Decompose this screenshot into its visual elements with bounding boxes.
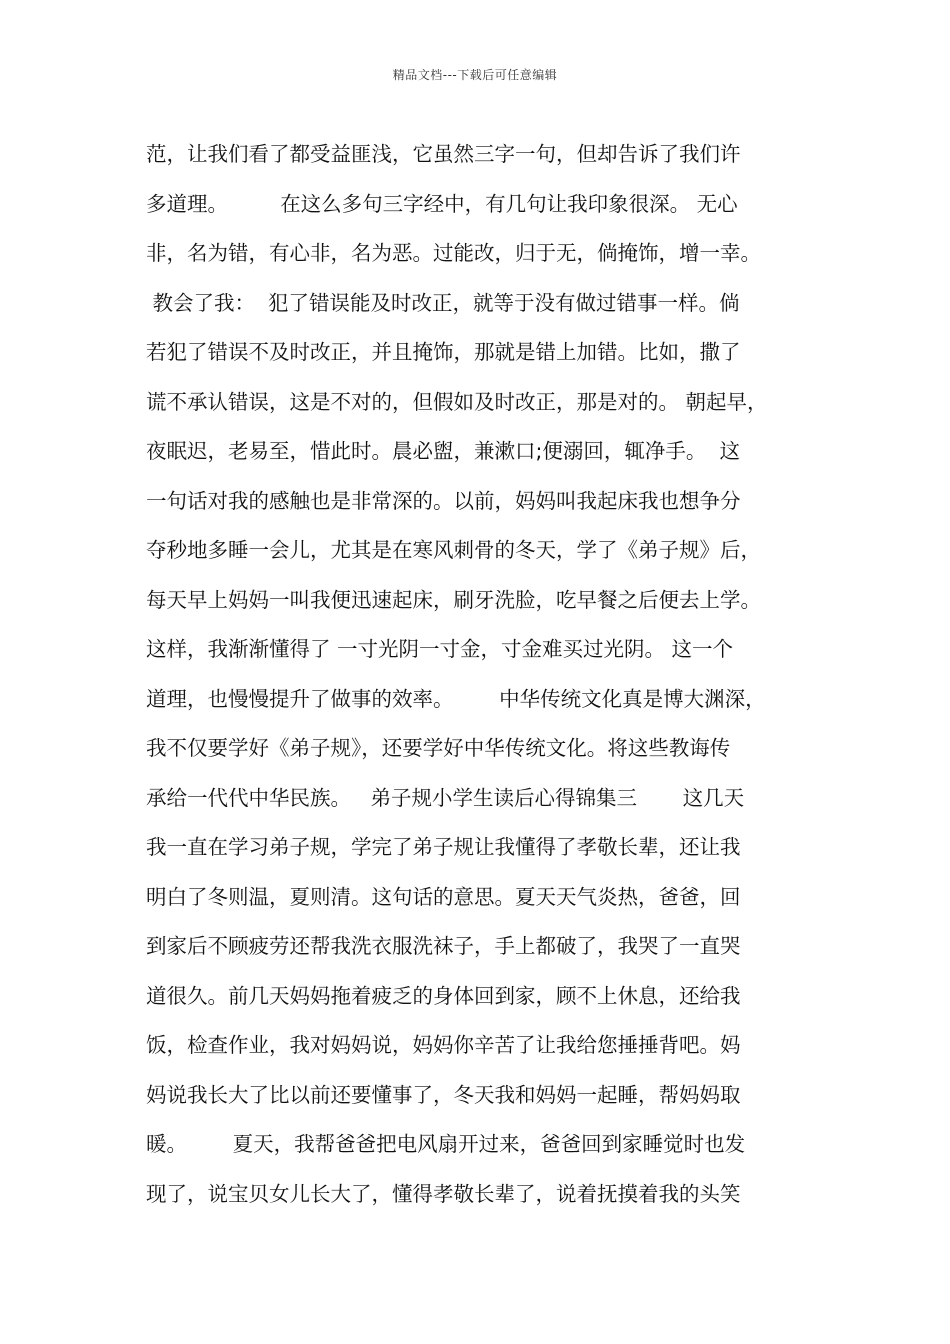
text-line: 每天早上妈妈一叫我便迅速起床，刷牙洗脸，吃早餐之后便去上学。 [146, 587, 761, 612]
text-line: 暖。 夏天，我帮爸爸把电风扇开过来，爸爸回到家睡觉时也发 [146, 1132, 746, 1156]
page-header: 精品文档---下载后可任意编辑 [392, 68, 558, 82]
text-line: 到家后不顾疲劳还帮我洗衣服洗袜子，手上都破了，我哭了一直哭 [146, 934, 741, 958]
text-line: 现了，说宝贝女儿长大了，懂得孝敬长辈了，说着抚摸着我的头笑 [146, 1181, 741, 1206]
text-line: 谎不承认错误，这是不对的，但假如及时改正，那是对的。 朝起早， [146, 389, 768, 414]
text-line: 道理，也慢慢提升了做事的效率。 中华传统文化真是博大渊深， [146, 686, 766, 711]
text-line: 这样，我渐渐懂得了 一寸光阴一寸金，寸金难买过光阴。 这一个 [146, 637, 734, 661]
text-line: 我一直在学习弟子规，学完了弟子规让我懂得了孝敬长辈，还让我 [146, 835, 741, 859]
text-line: 一句话对我的感触也是非常深的。以前，妈妈叫我起床我也想争分 [146, 488, 741, 513]
text-line: 夜眠迟，老易至，惜此时。晨必盥，兼漱口;便溺回，辄净手。 这 [146, 439, 740, 463]
text-line: 妈说我长大了比以前还要懂事了，冬天我和妈妈一起睡，帮妈妈取 [146, 1082, 741, 1107]
text-line: 明白了冬则温，夏则清。这句话的意思。夏天天气炎热，爸爸，回 [146, 884, 741, 909]
text-line: 夺秒地多睡一会儿，尤其是在寒风刺骨的冬天，学了《弟子规》后， [146, 538, 761, 562]
text-line: 若犯了错误不及时改正，并且掩饰，那就是错上加错。比如，撒了 [146, 340, 741, 364]
text-line: 饭，检查作业，我对妈妈说，妈妈你辛苦了让我给您捶捶背吧。妈 [146, 1033, 741, 1057]
text-line: 范，让我们看了都受益匪浅，它虽然三字一句，但却告诉了我们许 [146, 142, 741, 166]
text-line: 教会了我： 犯了错误能及时改正，就等于没有做过错事一样。倘 [146, 290, 740, 315]
text-line: 非，名为错，有心非，名为恶。过能改，归于无，倘掩饰，增一幸。 [146, 241, 761, 265]
text-line: 多道理。 在这么多句三字经中，有几句让我印象很深。 无心 [146, 191, 738, 216]
text-line: 我不仅要学好《弟子规》，还要学好中华传统文化。将这些教诲传 [146, 736, 731, 760]
text-line: 道很久。前几天妈妈拖着疲乏的身体回到家，顾不上休息，还给我 [146, 983, 741, 1008]
text-line: 承给一代代中华民族。 弟子规小学生读后心得锦集三 这几天 [146, 785, 745, 810]
body-text [146, 130, 826, 1219]
